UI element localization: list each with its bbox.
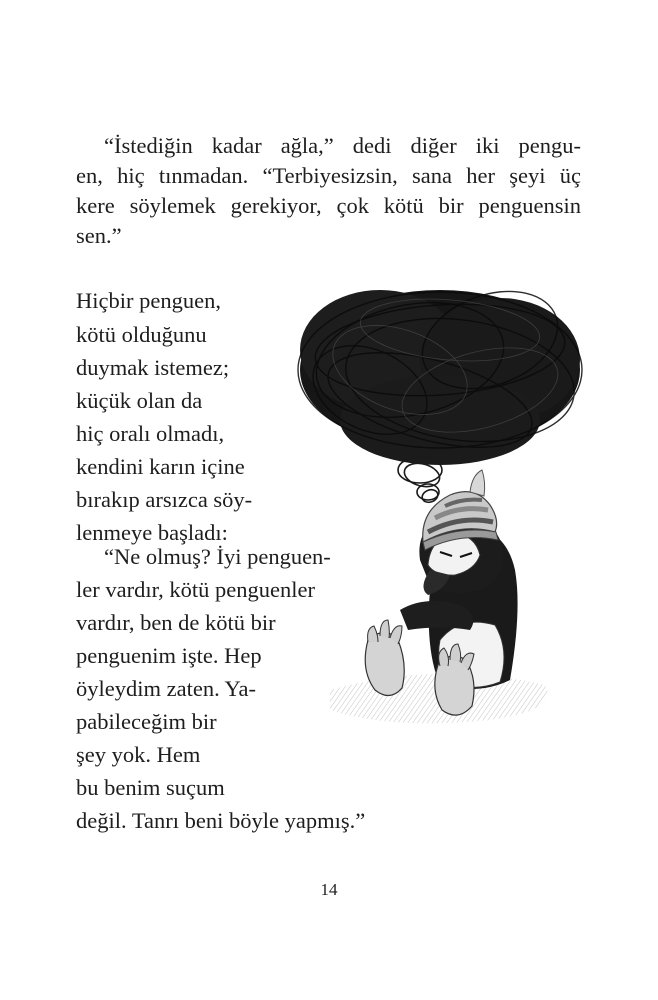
text-line: ler vardır, kötü penguenler bbox=[76, 577, 316, 602]
striped-hat-icon bbox=[423, 470, 498, 550]
text-line: “Ne olmuş? İyi penguen- bbox=[104, 544, 331, 569]
text-line: hiç oralı olmadı, bbox=[76, 421, 225, 446]
text-line: kendini karın içine bbox=[76, 454, 245, 479]
penguin-illustration bbox=[290, 270, 600, 740]
text-line: değil. Tanrı beni böyle yapmış.” bbox=[76, 808, 366, 833]
text-line: kere söylemek gerekiyor, çok kötü bir penguensin bbox=[76, 193, 581, 218]
text-line: en, hiç tınmadan. “Terbiyesizsin, sana her şeyi üç bbox=[76, 163, 581, 188]
text-line: öyleydim zaten. Ya- bbox=[76, 676, 256, 701]
text-line: sen.” bbox=[76, 223, 122, 248]
text-line: bırakıp arsızca söy- bbox=[76, 487, 253, 512]
text-line: Hiçbir penguen, bbox=[76, 288, 221, 313]
text-line: kötü olduğunu bbox=[76, 322, 207, 347]
text-line: şey yok. Hem bbox=[76, 742, 201, 767]
right-foot-icon bbox=[435, 644, 474, 715]
text-line: küçük olan da bbox=[76, 388, 203, 413]
scribble-cloud-icon bbox=[298, 274, 582, 505]
page-number: 14 bbox=[320, 880, 338, 899]
text-line: lenmeye başladı: bbox=[76, 520, 228, 545]
text-line: “İstediğin kadar ağla,” dedi diğer iki pengu- bbox=[104, 133, 581, 158]
text-line: pabileceğim bir bbox=[76, 709, 217, 734]
text-line: bu benim suçum bbox=[76, 775, 225, 800]
text-line: penguenim işte. Hep bbox=[76, 643, 262, 668]
text-line: vardır, ben de kötü bir bbox=[76, 610, 276, 635]
text-line: duymak istemez; bbox=[76, 355, 230, 380]
left-foot-icon bbox=[365, 620, 404, 696]
paragraph-1 bbox=[76, 131, 581, 251]
penguin-icon bbox=[330, 470, 548, 723]
